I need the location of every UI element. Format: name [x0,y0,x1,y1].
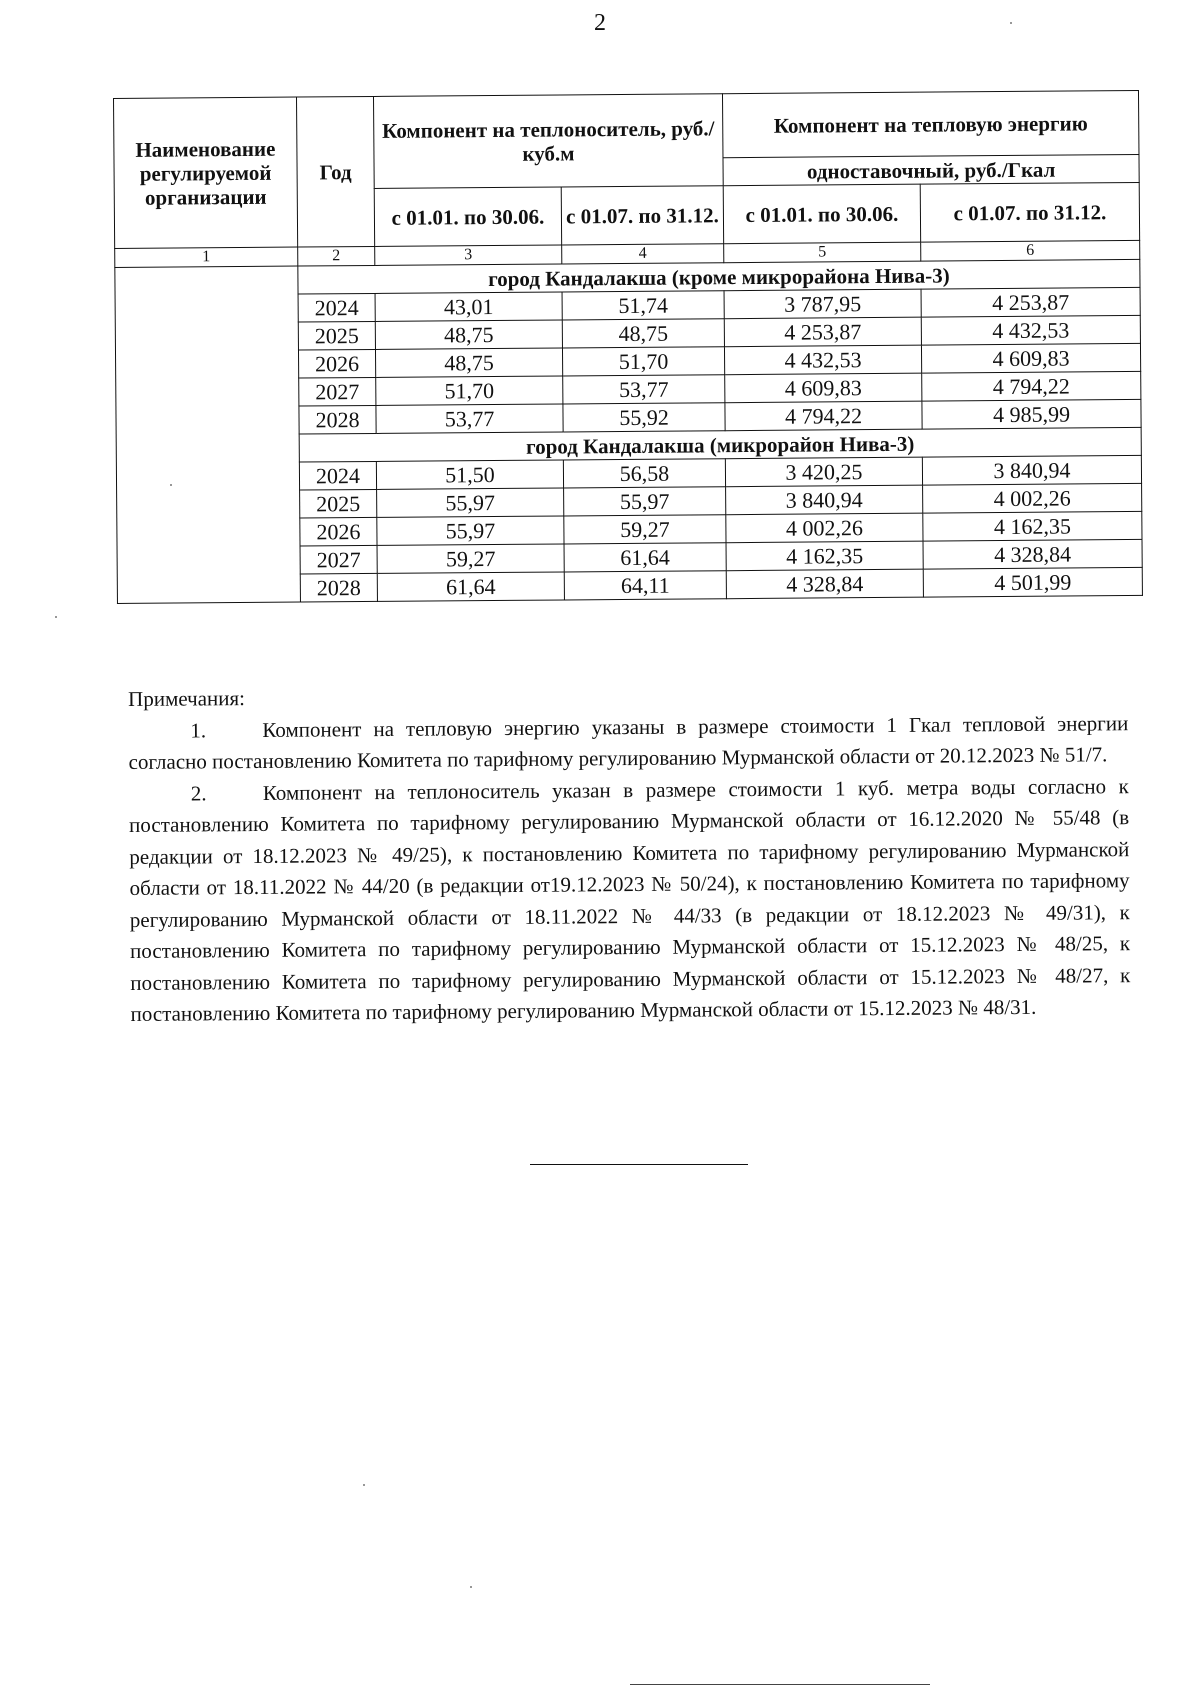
header-heat-carrier: Компонент на теплоноситель, руб./куб.м [373,94,723,189]
value-cell: 4 609,83 [725,373,922,403]
value-cell: 51,70 [562,347,724,376]
value-cell: 48,75 [562,319,724,348]
column-number: 4 [562,244,724,264]
value-cell: 4 002,26 [923,483,1142,513]
value-cell: 4 162,35 [923,511,1142,541]
scan-speck [55,616,57,618]
value-cell: 4 794,22 [725,401,922,431]
value-cell: 4 162,35 [726,541,923,571]
page-edge-line [630,1684,930,1685]
value-cell: 61,64 [564,543,726,572]
value-cell: 4 985,99 [922,399,1141,429]
value-cell: 51,70 [376,376,563,405]
value-cell: 3 840,94 [726,485,923,515]
value-cell: 64,11 [564,571,726,600]
end-divider [530,1164,748,1165]
value-cell: 59,27 [564,515,726,544]
column-number: 3 [375,245,562,265]
column-number: 1 [115,247,298,267]
value-cell: 53,77 [376,404,563,433]
value-cell: 51,74 [562,291,724,320]
tariff-table [113,90,1143,604]
year-cell: 2028 [299,405,376,434]
year-cell: 2027 [299,377,376,406]
value-cell: 4 328,84 [923,539,1142,569]
notes-section [128,676,1131,1030]
note-item [128,708,1128,779]
year-cell: 2024 [298,293,375,322]
value-cell: 55,97 [377,516,564,545]
organization-cell [115,266,301,603]
value-cell: 3 787,95 [724,289,921,319]
note-number: 2. [190,780,207,806]
year-cell: 2027 [300,545,377,574]
year-cell: 2026 [298,349,375,378]
note-item [129,771,1131,1031]
value-cell: 55,92 [563,403,725,432]
year-cell: 2024 [299,461,376,490]
scan-speck [1010,22,1012,24]
scan-speck [470,1586,472,1588]
header-organization: Наименование регулируемой организации [114,97,298,248]
value-cell: 43,01 [375,292,562,321]
scan-speck [363,1484,365,1486]
value-cell: 4 432,53 [724,345,921,375]
group-title: город Кандалакша (кроме микрорайона Нива-3) [298,259,1140,294]
year-cell: 2026 [300,517,377,546]
header-year: Год [296,96,374,247]
column-number: 5 [724,242,921,263]
year-cell: 2025 [298,321,375,350]
note-text: Компонент на тепловую энергию указаны в размере стоимости 1 Гкал тепловой энергии согласно постановлению Комитета по тарифному регулированию Мурманской области от 20.12.2023 № 51/7. [128,710,1129,774]
column-number: 6 [921,240,1140,261]
value-cell: 59,27 [377,544,564,573]
header-heat-energy-single-rate: одноставочный, руб./Гкал [723,154,1139,185]
value-cell: 4 794,22 [922,371,1141,401]
value-cell: 51,50 [376,460,563,489]
header-period: с 01.01. по 30.06. [723,184,920,244]
value-cell: 3 840,94 [922,455,1141,485]
value-cell: 4 253,87 [724,317,921,347]
header-period: с 01.07. по 31.12. [920,182,1139,242]
value-cell: 4 253,87 [921,287,1140,317]
notes-title: Примечания: [128,686,246,711]
value-cell: 53,77 [563,375,725,404]
scan-speck [170,484,172,486]
header-period: с 01.07. по 31.12. [561,186,723,245]
value-cell: 3 420,25 [725,457,922,487]
value-cell: 48,75 [375,320,562,349]
value-cell: 56,58 [563,459,725,488]
page-number: 2 [594,10,606,36]
column-number: 2 [298,246,375,266]
value-cell: 4 432,53 [921,315,1140,345]
note-text: Компонент на теплоноситель указан в размере стоимости 1 куб. метра воды согласно к постановлению Комитета по тарифному регулированию Мурманской области от 16.12.2020 № 55/48 (в редакции от 18.12.2023 № 49/25), к постановлению Комитета по тарифному регулированию Мурманской области от 18.11.2022 № 44/20 (в редакции от19.12.2023 № 50/24), к постановлению Комитета по тарифному регулированию Мурманской области от 18.11.2022 № 44/33 (в редакции от 18.12.2023 № 49/31), к постановлению Комитета по тарифному регулированию Мурманской области от 15.12.2023 № 48/25, к постановлению Комитета по тарифному регулированию Мурманской области от 15.12.2023 № 48/27, к постановлению Комитета по тарифному регулированию Мурманской области от 15.12.2023 № 48/31. [129,773,1131,1026]
value-cell: 4 002,26 [726,513,923,543]
value-cell: 4 328,84 [726,569,923,599]
value-cell: 55,97 [377,488,564,517]
value-cell: 48,75 [375,348,562,377]
group-title: город Кандалакша (микрорайон Нива-3) [299,427,1141,462]
year-cell: 2028 [300,573,377,602]
header-period: с 01.01. по 30.06. [374,187,561,246]
note-number: 1. [190,717,207,743]
value-cell: 61,64 [377,572,564,601]
year-cell: 2025 [300,489,377,518]
header-heat-energy: Компонент на тепловую энергию [723,90,1139,157]
value-cell: 55,97 [564,487,726,516]
value-cell: 4 609,83 [921,343,1140,373]
value-cell: 4 501,99 [923,567,1142,597]
